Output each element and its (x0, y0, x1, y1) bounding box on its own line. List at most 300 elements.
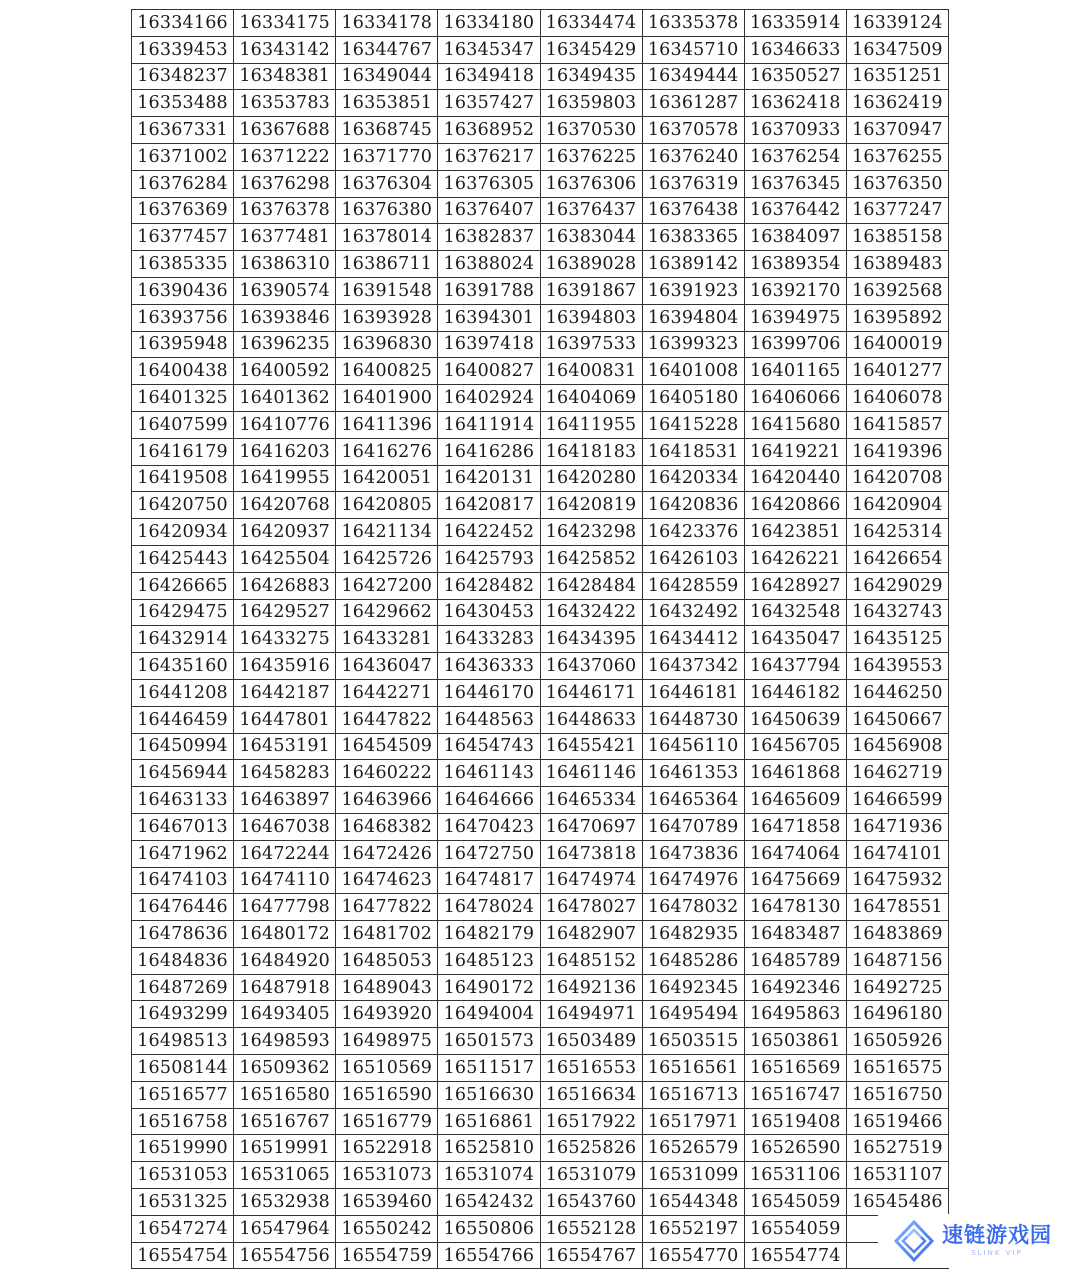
table-cell: 16475669 (744, 867, 846, 894)
table-cell: 16367688 (234, 117, 336, 144)
table-cell: 16376345 (744, 170, 846, 197)
table-cell: 16389354 (744, 251, 846, 278)
table-cell: 16474064 (744, 840, 846, 867)
table-cell: 16420934 (132, 519, 234, 546)
table-cell: 16421134 (336, 519, 438, 546)
table-cell: 16503515 (642, 1028, 744, 1055)
table-row (132, 385, 949, 412)
table-row (132, 1162, 949, 1189)
table-cell: 16463897 (234, 787, 336, 814)
table-cell: 16376217 (438, 143, 540, 170)
table-cell: 16516779 (336, 1108, 438, 1135)
table-cell: 16483869 (846, 921, 948, 948)
table-row (132, 1135, 949, 1162)
table-cell: 16531107 (846, 1162, 948, 1189)
table-cell: 16362419 (846, 90, 948, 117)
table-cell: 16516577 (132, 1081, 234, 1108)
table-cell: 16393756 (132, 304, 234, 331)
table-cell: 16435160 (132, 653, 234, 680)
table-cell: 16467038 (234, 813, 336, 840)
table-cell: 16419955 (234, 465, 336, 492)
table-cell: 16439553 (846, 653, 948, 680)
table-cell: 16492136 (540, 974, 642, 1001)
table-row (132, 358, 949, 385)
table-cell: 16420836 (642, 492, 744, 519)
table-cell: 16550806 (438, 1215, 540, 1242)
table-cell: 16376298 (234, 170, 336, 197)
table-cell: 16510569 (336, 1055, 438, 1082)
table-cell: 16416179 (132, 438, 234, 465)
table-cell: 16474623 (336, 867, 438, 894)
table-cell: 16484920 (234, 947, 336, 974)
table-cell: 16377457 (132, 224, 234, 251)
table-cell: 16465364 (642, 787, 744, 814)
table-row (132, 599, 949, 626)
table-cell: 16433283 (438, 626, 540, 653)
table-cell: 16478636 (132, 921, 234, 948)
table-cell: 16468382 (336, 813, 438, 840)
table-cell: 16435125 (846, 626, 948, 653)
table-cell: 16466599 (846, 787, 948, 814)
table-cell: 16394975 (744, 304, 846, 331)
table-cell: 16335378 (642, 10, 744, 37)
table-cell: 16400592 (234, 358, 336, 385)
table-cell: 16400438 (132, 358, 234, 385)
table-row (132, 1108, 949, 1135)
table-cell: 16385158 (846, 224, 948, 251)
table-cell: 16423376 (642, 519, 744, 546)
watermark (878, 1214, 1072, 1268)
table-cell: 16401900 (336, 385, 438, 412)
table-cell: 16420280 (540, 465, 642, 492)
table-cell: 16401277 (846, 358, 948, 385)
table-cell: 16425504 (234, 545, 336, 572)
table-cell: 16473818 (540, 840, 642, 867)
table-cell: 16450667 (846, 706, 948, 733)
table-cell: 16516750 (846, 1081, 948, 1108)
table-cell: 16531325 (132, 1189, 234, 1216)
table-cell: 16554754 (132, 1242, 234, 1269)
table-cell: 16389142 (642, 251, 744, 278)
table-cell: 16425443 (132, 545, 234, 572)
table-cell: 16371770 (336, 143, 438, 170)
table-cell: 16480172 (234, 921, 336, 948)
table-cell: 16477822 (336, 894, 438, 921)
table-cell: 16433281 (336, 626, 438, 653)
table-body (132, 10, 949, 1269)
table-cell: 16552128 (540, 1215, 642, 1242)
table-cell: 16349418 (438, 63, 540, 90)
table-cell: 16425852 (540, 545, 642, 572)
table-cell: 16426883 (234, 572, 336, 599)
table-cell: 16353488 (132, 90, 234, 117)
table-cell: 16516590 (336, 1081, 438, 1108)
table-cell: 16547964 (234, 1215, 336, 1242)
table-cell: 16505926 (846, 1028, 948, 1055)
table-row (132, 251, 949, 278)
table-cell: 16432548 (744, 599, 846, 626)
table-cell: 16446170 (438, 679, 540, 706)
table-row (132, 1055, 949, 1082)
table-cell: 16418183 (540, 438, 642, 465)
table-cell: 16446182 (744, 679, 846, 706)
table-cell: 16495863 (744, 1001, 846, 1028)
table-cell: 16395892 (846, 304, 948, 331)
table-cell: 16399323 (642, 331, 744, 358)
table-cell: 16474110 (234, 867, 336, 894)
table-cell: 16344767 (336, 36, 438, 63)
table-row (132, 1081, 949, 1108)
table-cell: 16346633 (744, 36, 846, 63)
table-cell: 16419396 (846, 438, 948, 465)
table-cell: 16419221 (744, 438, 846, 465)
table-cell: 16516561 (642, 1055, 744, 1082)
table-cell: 16415228 (642, 411, 744, 438)
table-cell: 16531053 (132, 1162, 234, 1189)
table-cell: 16416286 (438, 438, 540, 465)
table-cell: 16543760 (540, 1189, 642, 1216)
table-cell: 16420750 (132, 492, 234, 519)
table-cell: 16482179 (438, 921, 540, 948)
table-cell: 16432914 (132, 626, 234, 653)
diamond-logo-icon (892, 1219, 936, 1263)
table-cell: 16370933 (744, 117, 846, 144)
table-cell: 16419508 (132, 465, 234, 492)
table-cell: 16395948 (132, 331, 234, 358)
table-cell: 16392170 (744, 277, 846, 304)
table-cell: 16420768 (234, 492, 336, 519)
table-cell: 16434412 (642, 626, 744, 653)
table-cell: 16532938 (234, 1189, 336, 1216)
table-cell: 16446459 (132, 706, 234, 733)
table-cell: 16435047 (744, 626, 846, 653)
table-cell: 16382837 (438, 224, 540, 251)
table-cell: 16456944 (132, 760, 234, 787)
table-cell: 16423298 (540, 519, 642, 546)
table-cell: 16442271 (336, 679, 438, 706)
table-row (132, 465, 949, 492)
table-cell: 16430453 (438, 599, 540, 626)
table-cell: 16531079 (540, 1162, 642, 1189)
table-cell: 16527519 (846, 1135, 948, 1162)
table-cell: 16397418 (438, 331, 540, 358)
table-cell: 16376369 (132, 197, 234, 224)
table-cell: 16393928 (336, 304, 438, 331)
table-cell: 16494004 (438, 1001, 540, 1028)
table-cell: 16348237 (132, 63, 234, 90)
table-cell: 16339453 (132, 36, 234, 63)
table-cell: 16531074 (438, 1162, 540, 1189)
table-cell: 16423851 (744, 519, 846, 546)
table-cell: 16487918 (234, 974, 336, 1001)
table-cell: 16384097 (744, 224, 846, 251)
table-row (132, 1242, 949, 1269)
table-cell: 16401008 (642, 358, 744, 385)
table-cell: 16526579 (642, 1135, 744, 1162)
watermark-text (942, 1225, 1052, 1257)
table-cell: 16483487 (744, 921, 846, 948)
table-cell: 16426654 (846, 545, 948, 572)
watermark-title: 速链游戏园 (942, 1223, 1052, 1247)
table-cell: 16399706 (744, 331, 846, 358)
table-cell: 16391867 (540, 277, 642, 304)
table-cell: 16370947 (846, 117, 948, 144)
table-cell: 16496180 (846, 1001, 948, 1028)
table-cell: 16433275 (234, 626, 336, 653)
table-cell: 16493920 (336, 1001, 438, 1028)
table-row (132, 304, 949, 331)
table-cell: 16420937 (234, 519, 336, 546)
table-cell: 16401165 (744, 358, 846, 385)
table-cell: 16516767 (234, 1108, 336, 1135)
table-cell: 16509362 (234, 1055, 336, 1082)
table-cell: 16428559 (642, 572, 744, 599)
table-cell: 16462719 (846, 760, 948, 787)
table-cell: 16554767 (540, 1242, 642, 1269)
table-cell: 16461868 (744, 760, 846, 787)
table-cell: 16420051 (336, 465, 438, 492)
table-cell: 16386310 (234, 251, 336, 278)
table-row (132, 653, 949, 680)
table-cell: 16492725 (846, 974, 948, 1001)
table-row (132, 277, 949, 304)
table-row (132, 733, 949, 760)
table-cell: 16467013 (132, 813, 234, 840)
table-row (132, 224, 949, 251)
table-cell: 16334175 (234, 10, 336, 37)
table-cell: 16392568 (846, 277, 948, 304)
table-row (132, 787, 949, 814)
table-cell: 16482935 (642, 921, 744, 948)
table-cell: 16394301 (438, 304, 540, 331)
table-cell: 16472750 (438, 840, 540, 867)
table-cell: 16463133 (132, 787, 234, 814)
table-row (132, 197, 949, 224)
table-cell: 16359803 (540, 90, 642, 117)
table-cell: 16485053 (336, 947, 438, 974)
table-cell: 16407599 (132, 411, 234, 438)
table-cell: 16437342 (642, 653, 744, 680)
table-cell: 16519466 (846, 1108, 948, 1135)
table-cell: 16350527 (744, 63, 846, 90)
table-cell: 16481702 (336, 921, 438, 948)
table-cell: 16432422 (540, 599, 642, 626)
table-cell: 16547274 (132, 1215, 234, 1242)
table-cell: 16498975 (336, 1028, 438, 1055)
table-cell: 16484836 (132, 947, 234, 974)
table-row (132, 117, 949, 144)
table-cell: 16471936 (846, 813, 948, 840)
table-cell: 16334166 (132, 10, 234, 37)
table-cell: 16377481 (234, 224, 336, 251)
table-cell: 16476446 (132, 894, 234, 921)
table-row (132, 63, 949, 90)
table-row (132, 1028, 949, 1055)
table-cell: 16389483 (846, 251, 948, 278)
table-cell: 16471858 (744, 813, 846, 840)
table-cell: 16493299 (132, 1001, 234, 1028)
table-cell: 16473836 (642, 840, 744, 867)
table-cell: 16390436 (132, 277, 234, 304)
table-cell: 16531099 (642, 1162, 744, 1189)
table-cell: 16426665 (132, 572, 234, 599)
table-cell: 16376380 (336, 197, 438, 224)
table-cell: 16345347 (438, 36, 540, 63)
table-cell: 16406078 (846, 385, 948, 412)
table-cell: 16334180 (438, 10, 540, 37)
table-cell: 16550242 (336, 1215, 438, 1242)
table-cell: 16516713 (642, 1081, 744, 1108)
table-cell: 16482907 (540, 921, 642, 948)
table-cell: 16347509 (846, 36, 948, 63)
table-row (132, 10, 949, 37)
table-cell: 16531073 (336, 1162, 438, 1189)
table-cell: 16376240 (642, 143, 744, 170)
table-row (132, 90, 949, 117)
table-cell: 16429029 (846, 572, 948, 599)
table-cell: 16351251 (846, 63, 948, 90)
table-cell: 16446250 (846, 679, 948, 706)
table-cell: 16435916 (234, 653, 336, 680)
table-cell: 16493405 (234, 1001, 336, 1028)
table-cell: 16456705 (744, 733, 846, 760)
table-cell: 16370530 (540, 117, 642, 144)
table-cell: 16525810 (438, 1135, 540, 1162)
table-cell: 16478032 (642, 894, 744, 921)
table-cell: 16554759 (336, 1242, 438, 1269)
table-cell: 16362418 (744, 90, 846, 117)
table-cell: 16461146 (540, 760, 642, 787)
table-row (132, 974, 949, 1001)
table-cell: 16516553 (540, 1055, 642, 1082)
table-cell: 16448730 (642, 706, 744, 733)
table-cell: 16461143 (438, 760, 540, 787)
table-cell: 16456110 (642, 733, 744, 760)
table-row (132, 411, 949, 438)
table-cell: 16446171 (540, 679, 642, 706)
table-cell: 16411396 (336, 411, 438, 438)
table-cell: 16498513 (132, 1028, 234, 1055)
table-cell: 16420708 (846, 465, 948, 492)
table-cell: 16401325 (132, 385, 234, 412)
table-cell: 16368952 (438, 117, 540, 144)
table-cell: 16454743 (438, 733, 540, 760)
table-cell: 16429475 (132, 599, 234, 626)
table-cell: 16334474 (540, 10, 642, 37)
table-cell: 16492345 (642, 974, 744, 1001)
id-number-table (131, 9, 949, 1269)
table-cell: 16415680 (744, 411, 846, 438)
table-cell: 16426103 (642, 545, 744, 572)
table-cell: 16425314 (846, 519, 948, 546)
table-cell: 16511517 (438, 1055, 540, 1082)
table-cell: 16400825 (336, 358, 438, 385)
table-cell: 16436333 (438, 653, 540, 680)
table-row (132, 170, 949, 197)
table-cell: 16474103 (132, 867, 234, 894)
table-cell: 16516634 (540, 1081, 642, 1108)
table-cell: 16428484 (540, 572, 642, 599)
table-cell: 16477798 (234, 894, 336, 921)
table-row (132, 1215, 949, 1242)
table-cell: 16357427 (438, 90, 540, 117)
table-cell: 16390574 (234, 277, 336, 304)
table-cell: 16487269 (132, 974, 234, 1001)
table-row (132, 545, 949, 572)
table-cell: 16432492 (642, 599, 744, 626)
table-cell: 16425726 (336, 545, 438, 572)
table-cell: 16393846 (234, 304, 336, 331)
table-cell: 16450994 (132, 733, 234, 760)
table-cell: 16552197 (642, 1215, 744, 1242)
table-row (132, 519, 949, 546)
table-cell: 16437794 (744, 653, 846, 680)
table-row (132, 36, 949, 63)
table-cell: 16425793 (438, 545, 540, 572)
table-cell: 16349044 (336, 63, 438, 90)
table-cell: 16339124 (846, 10, 948, 37)
table-cell: 16465609 (744, 787, 846, 814)
table-cell: 16428482 (438, 572, 540, 599)
table-cell: 16472426 (336, 840, 438, 867)
table-cell: 16383044 (540, 224, 642, 251)
table-cell: 16348381 (234, 63, 336, 90)
table-cell: 16391788 (438, 277, 540, 304)
table-cell: 16420819 (540, 492, 642, 519)
table-cell: 16525826 (540, 1135, 642, 1162)
table-cell: 16448563 (438, 706, 540, 733)
table-cell: 16400827 (438, 358, 540, 385)
table-cell: 16376254 (744, 143, 846, 170)
table-cell: 16376306 (540, 170, 642, 197)
table-cell: 16429662 (336, 599, 438, 626)
table-cell: 16516575 (846, 1055, 948, 1082)
table-cell: 16396830 (336, 331, 438, 358)
table-cell: 16446181 (642, 679, 744, 706)
table-cell: 16478027 (540, 894, 642, 921)
table-cell: 16554774 (744, 1242, 846, 1269)
table-cell: 16376225 (540, 143, 642, 170)
table-cell: 16376255 (846, 143, 948, 170)
table-cell: 16429527 (234, 599, 336, 626)
table-cell: 16531065 (234, 1162, 336, 1189)
table-cell: 16420866 (744, 492, 846, 519)
table-cell: 16396235 (234, 331, 336, 358)
table-cell: 16544348 (642, 1189, 744, 1216)
table-cell: 16472244 (234, 840, 336, 867)
table-cell: 16519408 (744, 1108, 846, 1135)
table-cell: 16554756 (234, 1242, 336, 1269)
table-cell: 16401362 (234, 385, 336, 412)
table-cell: 16434395 (540, 626, 642, 653)
table-row (132, 143, 949, 170)
table-cell: 16416276 (336, 438, 438, 465)
table-row (132, 438, 949, 465)
table-cell: 16461353 (642, 760, 744, 787)
table-cell: 16478024 (438, 894, 540, 921)
table-row (132, 572, 949, 599)
table-cell: 16456908 (846, 733, 948, 760)
table-cell: 16447822 (336, 706, 438, 733)
table-cell: 16531106 (744, 1162, 846, 1189)
table-cell: 16470697 (540, 813, 642, 840)
table-cell: 16508144 (132, 1055, 234, 1082)
table-cell: 16335914 (744, 10, 846, 37)
table-cell: 16436047 (336, 653, 438, 680)
table-cell: 16517922 (540, 1108, 642, 1135)
table-cell: 16447801 (234, 706, 336, 733)
table-cell: 16485286 (642, 947, 744, 974)
